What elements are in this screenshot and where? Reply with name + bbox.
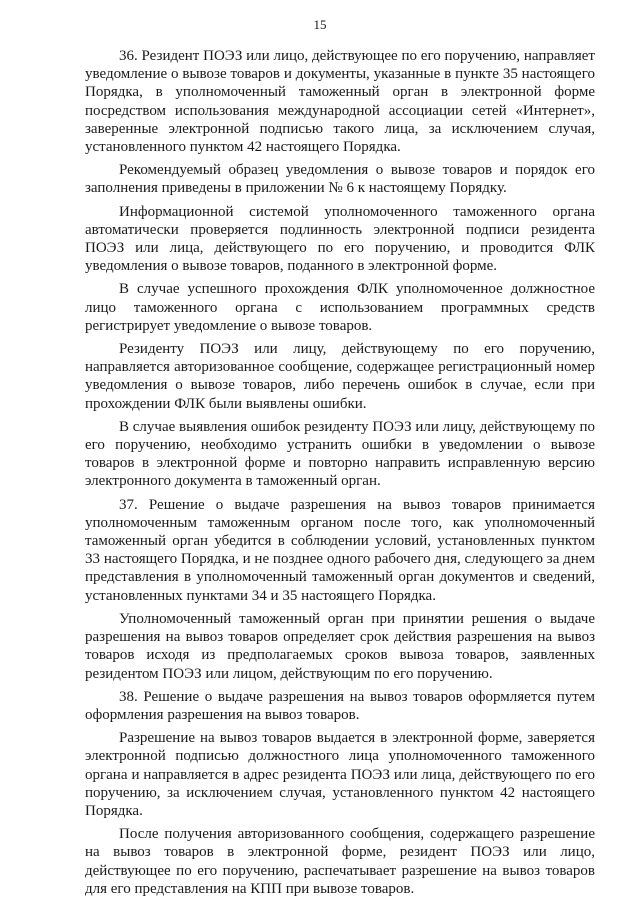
paragraph-item-38: 38. Решение о выдаче разрешения на вывоз товаров оформляется путем оформления разрешения на вывоз товаров. bbox=[85, 688, 595, 723]
paragraph-authorized-message: Резиденту ПОЭЗ или лицу, действующему по его поручению, направляется авторизованное сообщение, содержащее регистрационный номер уведомления о вывозе товаров, либо перечень ошибок в случае, если при прохождении ФЛК были выявлены ошибки. bbox=[85, 341, 595, 412]
paragraph-sample-notification: Рекомендуемый образец уведомления о вывозе товаров и порядок его заполнения приведены в приложении № 6 к настоящему Порядку. bbox=[85, 162, 595, 197]
page-number: 15 bbox=[313, 17, 327, 32]
paragraph-permit-printing: После получения авторизованного сообщения, содержащего разрешение на вывоз товаров в электронной форме, резидент ПОЭЗ или лицо, действующее по его поручению, распечатывает разрешение на вывоз товаров для его представления на КПП при вывозе товаров. bbox=[85, 826, 595, 897]
paragraph-permit-issuance: Разрешение на вывоз товаров выдается в электронной форме, заверяется электронной подписью должностного лица уполномоченного таможенного органа и направляется в адрес резидента ПОЭЗ или лица, действующего по его поручению, за исключением случая, установленного пунктом 42 настоящего Порядка. bbox=[85, 730, 595, 819]
paragraph-registration: В случае успешного прохождения ФЛК уполномоченное должностное лицо таможенного органа с использованием программных средств регистрирует уведомление о вывозе товаров. bbox=[85, 281, 595, 334]
paragraph-error-correction: В случае выявления ошибок резиденту ПОЭЗ или лицу, действующему по его поручению, необходимо устранить ошибки в уведомлении о вывозе товаров в электронной форме и повторно направить исправленную версию электронного документа в таможенный орган. bbox=[85, 418, 595, 490]
paragraph-permit-validity: Уполномоченный таможенный орган при принятии решения о выдаче разрешения на вывоз товаров определяет срок действия разрешения на вывоз товаров исходя из предполагаемых сроков вывоза товаров, заявленных резидентом ПОЭЗ или лицом, действующим по его поручению. bbox=[85, 610, 595, 682]
paragraph-item-36: 36. Резидент ПОЭЗ или лицо, действующее по его поручению, направляет уведомление о вывозе товаров и документы, указанные в пункте 35 настоящего Порядка, в уполномоченный таможенный орган в электронной форме посредством использования международной ассоциации сетей «Интернет», заверенные электронной подписью такого лица, за исключением случая, установленного пунктом 42 настоящего Порядка. bbox=[85, 48, 595, 156]
paragraph-signature-check: Информационной системой уполномоченного таможенного органа автоматически проверяется подлинность электронной подписи резидента ПОЭЗ или лица, действующего по его поручению, и проводится ФЛК уведомления о вывозе товаров, поданного в электронной форме. bbox=[85, 203, 595, 275]
paragraph-item-37: 37. Решение о выдаче разрешения на вывоз товаров принимается уполномоченным таможенным органом после того, как уполномоченный таможенный орган убедится в соблюдении условий, установленных пунктом 33 настоящего Порядка, и не позднее одного рабочего дня, следующего за днем представления в уполномоченный таможенный орган документов и сведений, установленных пунктами 34 и 35 настоящего Порядка. bbox=[85, 496, 595, 604]
document-body bbox=[85, 47, 595, 903]
